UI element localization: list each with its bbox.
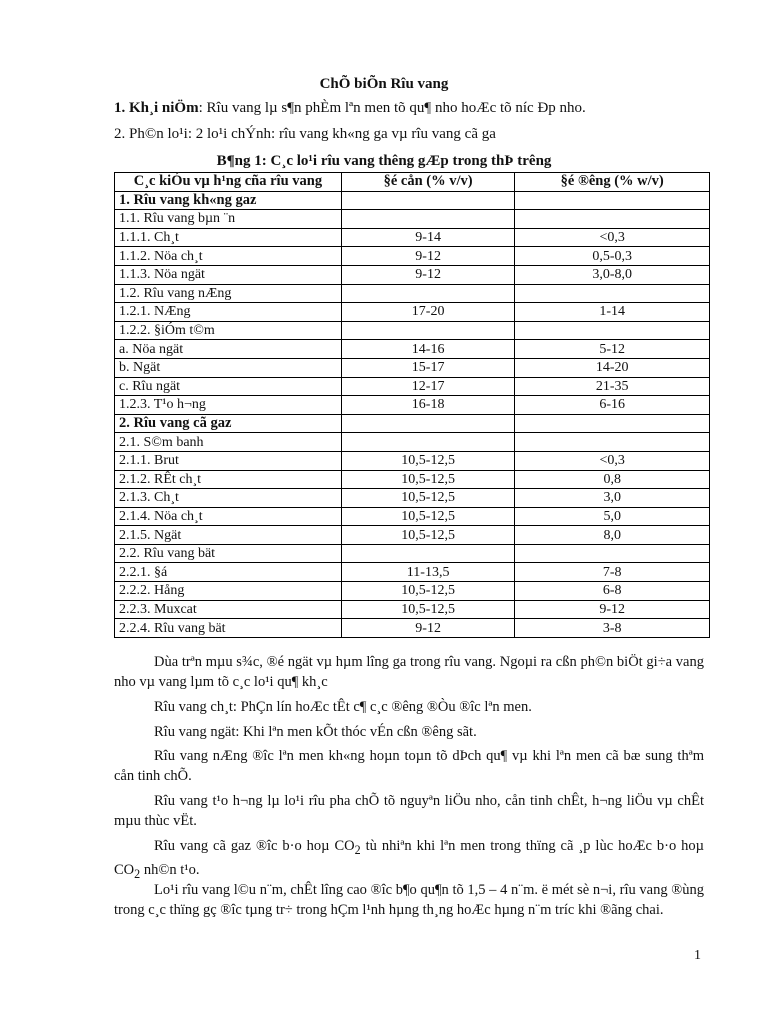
- cell-sugar: [515, 284, 710, 303]
- cell-type: 2. Rîu vang cã gaz: [115, 414, 342, 433]
- table-row: [115, 228, 710, 247]
- table-row: [115, 265, 710, 284]
- cell-type: b. Ngät: [115, 358, 342, 377]
- cell-sugar: 1-14: [515, 303, 710, 322]
- cell-sugar: [515, 414, 710, 433]
- table-row: [115, 247, 710, 266]
- cell-alcohol: 12-17: [341, 377, 515, 396]
- table-row: [115, 321, 710, 340]
- cell-type: 1.2.3. T¹o h¬ng: [115, 396, 342, 415]
- cell-sugar: 8,0: [515, 526, 710, 545]
- cell-sugar: 3,0: [515, 489, 710, 508]
- paragraph: Rîu vang nÆng ®îc lªn men kh«ng hoµn toµn tõ dÞch qu¶ vµ khi lªn men cã bæ sung thªm cån tinh chÕ.: [114, 748, 704, 784]
- cell-sugar: [515, 433, 710, 452]
- cell-sugar: 0,5-0,3: [515, 247, 710, 266]
- cell-alcohol: 16-18: [341, 396, 515, 415]
- co2-text-a: Rîu vang cã gaz ®îc b·o hoµ CO: [154, 838, 355, 854]
- table-row: [115, 284, 710, 303]
- table-row: [115, 451, 710, 470]
- cell-sugar: 6-8: [515, 582, 710, 601]
- cell-type: 2.1.1. Brut: [115, 451, 342, 470]
- cell-sugar: 5,0: [515, 507, 710, 526]
- cell-alcohol: [341, 191, 515, 210]
- cell-sugar: [515, 544, 710, 563]
- cell-alcohol: 10,5-12,5: [341, 507, 515, 526]
- definition-label: 1. Kh¸i niÖm: [114, 100, 199, 116]
- co2-subscript: 2: [354, 842, 361, 857]
- table-row: [115, 582, 710, 601]
- table-row: [115, 433, 710, 452]
- cell-alcohol: [341, 284, 515, 303]
- cell-alcohol: 10,5-12,5: [341, 526, 515, 545]
- cell-sugar: 21-35: [515, 377, 710, 396]
- cell-type: 2.1.5. Ngät: [115, 526, 342, 545]
- table-row: [115, 526, 710, 545]
- cell-alcohol: 10,5-12,5: [341, 600, 515, 619]
- cell-type: 2.2.3. Muxcat: [115, 600, 342, 619]
- table-row: [115, 414, 710, 433]
- cell-alcohol: 10,5-12,5: [341, 489, 515, 508]
- cell-alcohol: 11-13,5: [341, 563, 515, 582]
- cell-type: 2.2. Rîu vang bät: [115, 544, 342, 563]
- cell-alcohol: 14-16: [341, 340, 515, 359]
- table-row: [115, 358, 710, 377]
- table-row: [115, 619, 710, 638]
- cell-sugar: 9-12: [515, 600, 710, 619]
- cell-type: 2.1.4. Nöa ch¸t: [115, 507, 342, 526]
- paragraph: Rîu vang ngät: Khi lªn men kÕt thóc vÉn cßn ®êng sãt.: [154, 724, 477, 740]
- paragraph: Dùa trªn mµu s¾c, ®é ngät vµ hµm lîng ga trong rîu vang. Ngoµi ra cßn ph©n biÖt gi÷a vang nho vµ vang lµm tõ c¸c lo¹i qu¶ kh¸c: [114, 654, 704, 690]
- cell-type: 2.2.4. Rîu vang bät: [115, 619, 342, 638]
- cell-sugar: 3-8: [515, 619, 710, 638]
- cell-sugar: 5-12: [515, 340, 710, 359]
- wine-types-table: [114, 172, 710, 638]
- cell-type: 1.2.1. NÆng: [115, 303, 342, 322]
- cell-type: 2.1.3. Ch¸t: [115, 489, 342, 508]
- cell-type: 1.2.2. §iÓm t©m: [115, 321, 342, 340]
- cell-alcohol: 10,5-12,5: [341, 470, 515, 489]
- table-row: [115, 544, 710, 563]
- cell-sugar: 7-8: [515, 563, 710, 582]
- table-row: [115, 191, 710, 210]
- cell-type: 2.1. S©m banh: [115, 433, 342, 452]
- table-row: [115, 489, 710, 508]
- cell-sugar: [515, 321, 710, 340]
- cell-sugar: <0,3: [515, 228, 710, 247]
- cell-sugar: 14-20: [515, 358, 710, 377]
- paragraph-co2: [114, 836, 704, 884]
- table-row: [115, 377, 710, 396]
- header-type: C¸c kiÓu vµ h¹ng cña rîu vang: [115, 173, 342, 192]
- header-alcohol: §é cån (% v/v): [341, 173, 515, 192]
- cell-type: 2.2.1. §á: [115, 563, 342, 582]
- table-row: [115, 563, 710, 582]
- header-sugar: §é ®êng (% w/v): [515, 173, 710, 192]
- table-row: [115, 340, 710, 359]
- cell-type: a. Nöa ngät: [115, 340, 342, 359]
- co2-text-c: nh©n t¹o.: [140, 861, 200, 878]
- definition-line: [114, 100, 586, 117]
- cell-alcohol: 9-14: [341, 228, 515, 247]
- table-row: [115, 470, 710, 489]
- paragraph: Rîu vang t¹o h¬ng lµ lo¹i rîu pha chÕ tõ nguyªn liÖu nho, cån tinh chÊt, h¬ng liÖu vµ chÊt mµu thùc vËt.: [114, 793, 704, 829]
- cell-type: 1.1. Rîu vang bµn ¨n: [115, 210, 342, 229]
- co2-text-b: tù nhiªn khi lªn men trong thïng cã ¸p lùc hoÆc b·o hoµ CO: [114, 838, 705, 878]
- cell-alcohol: 17-20: [341, 303, 515, 322]
- cell-type: 1.1.1. Ch¸t: [115, 228, 342, 247]
- cell-sugar: [515, 210, 710, 229]
- cell-alcohol: [341, 414, 515, 433]
- cell-alcohol: [341, 544, 515, 563]
- cell-sugar: 6-16: [515, 396, 710, 415]
- cell-alcohol: [341, 433, 515, 452]
- cell-sugar: <0,3: [515, 451, 710, 470]
- paragraph: Lo¹i rîu vang l©u n¨m, chÊt lîng cao ®îc b¶o qu¶n tõ 1,5 – 4 n¨m. ë mét sè n¬i, rîu vang ®ùng trong c¸c thïng gç ®îc tµng tr÷ trong hÇm l¹nh hµng th¸ng hoÆc hµng n¨m tríc khi ®ãng chai.: [114, 882, 704, 918]
- cell-alcohol: 9-12: [341, 265, 515, 284]
- table-row: [115, 303, 710, 322]
- co2-subscript: 2: [134, 866, 141, 881]
- cell-type: 1.2. Rîu vang nÆng: [115, 284, 342, 303]
- page-number: 1: [694, 948, 701, 963]
- classification-line: 2. Ph©n lo¹i: 2 lo¹i chÝnh: rîu vang kh«ng ga vµ rîu vang cã ga: [114, 126, 496, 142]
- cell-sugar: 0,8: [515, 470, 710, 489]
- cell-type: 2.1.2. RÊt ch¸t: [115, 470, 342, 489]
- table-row: [115, 396, 710, 415]
- definition-text: : Rîu vang lµ s¶n phÈm lªn men tõ qu¶ nho hoÆc tõ níc Ðp nho.: [198, 100, 586, 116]
- cell-alcohol: 9-12: [341, 247, 515, 266]
- cell-alcohol: 10,5-12,5: [341, 451, 515, 470]
- table-caption: B¶ng 1: C¸c lo¹i rîu vang thêng gÆp trong thÞ trêng: [216, 153, 552, 169]
- document-title: ChÕ biÕn Rîu vang: [319, 76, 449, 92]
- cell-alcohol: 15-17: [341, 358, 515, 377]
- cell-type: 2.2.2. Hång: [115, 582, 342, 601]
- cell-type: c. Rîu ngät: [115, 377, 342, 396]
- cell-alcohol: 9-12: [341, 619, 515, 638]
- cell-type: 1.1.2. Nöa ch¸t: [115, 247, 342, 266]
- table-header-row: [115, 173, 710, 192]
- cell-type: 1. Rîu vang kh«ng gaz: [115, 191, 342, 210]
- paragraph: Rîu vang ch¸t: PhÇn lín hoÆc tÊt c¶ c¸c ®êng ®Òu ®îc lªn men.: [154, 699, 532, 715]
- cell-alcohol: 10,5-12,5: [341, 582, 515, 601]
- cell-alcohol: [341, 210, 515, 229]
- cell-type: 1.1.3. Nöa ngät: [115, 265, 342, 284]
- cell-alcohol: [341, 321, 515, 340]
- table-row: [115, 507, 710, 526]
- cell-sugar: [515, 191, 710, 210]
- cell-sugar: 3,0-8,0: [515, 265, 710, 284]
- table-row: [115, 210, 710, 229]
- table-row: [115, 600, 710, 619]
